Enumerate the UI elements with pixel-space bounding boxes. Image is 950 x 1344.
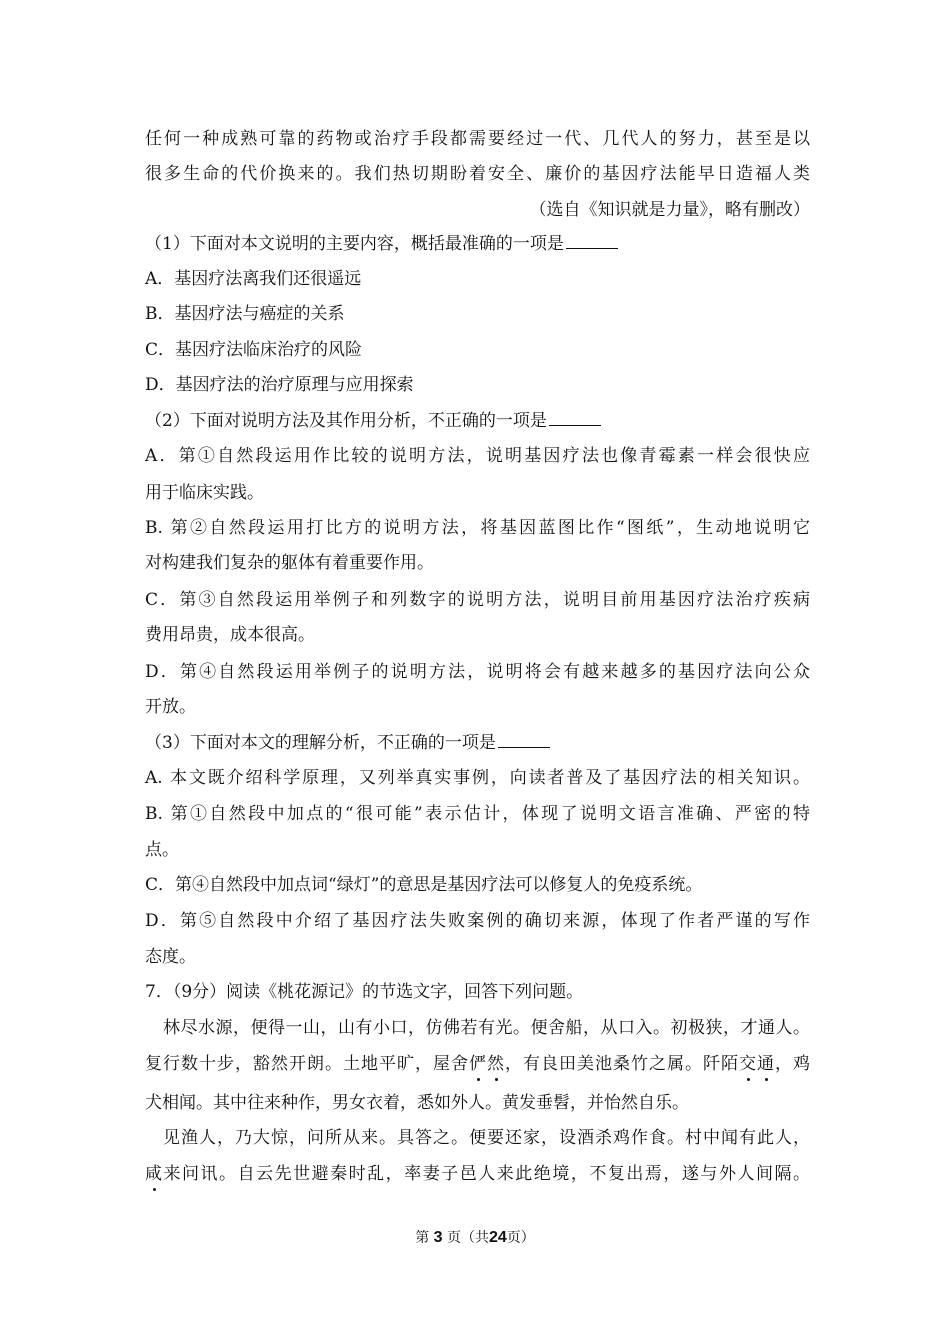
source-citation: （选自《知识就是力量》，略有删改） [529,200,810,220]
question-3-option-d: D．第⑤自然段中介绍了基因疗法失败案例的确切来源，体现了作者严谨的写作 [145,911,810,931]
answer-blank [566,232,618,249]
question-2-option-a-cont: 用于临床实践。 [145,483,264,503]
dotted-char: 然 [487,1054,505,1074]
question-2-option-b: B. 第②自然段运用打比方的说明方法，将基因蓝图比作“图纸”，生动地说明它 [145,518,810,538]
footer-text: 页） [506,1230,535,1246]
question-2-stem [145,409,810,433]
passage-line: 很多生命的代价换来的。我们热切期盼着安全、廉价的基因疗法能早日造福人类 [145,164,810,184]
classical-passage-line: 犬相闻。其中往来种作，男女衣着，悉如外人。黄发垂髫，并怡然自乐。 [145,1093,689,1113]
question-text: （1）下面对本文说明的主要内容，概括最准确的一项是 [145,234,564,254]
text-run: 来问讯。自云先世避秦时乱，率妻子邑人来此绝境，不复出焉，遂与外人间隔。 [163,1164,810,1184]
question-3-option-b: B. 第①自然段中加点的“很可能”表示估计，体现了说明文语言准确、严密的特 [145,804,810,824]
classical-passage-line: 见渔人，乃大惊，问所从来。具答之。便要还家，设酒杀鸡作食。村中闻有此人， [163,1128,810,1148]
question-text: （2）下面对说明方法及其作用分析，不正确的一项是 [145,411,547,431]
question-1-stem [145,232,810,256]
question-text: （3）下面对本文的理解分析，不正确的一项是 [145,733,496,753]
question-2-option-a: A．第①自然段运用作比较的说明方法，说明基因疗法也像青霉素一样会很快应 [145,446,810,466]
classical-passage-line: 林尽水源，便得一山，山有小口，仿佛若有光。便舍船，从口入。初极狭，才通人。 [163,1018,810,1038]
footer-text: 页（共 [447,1230,489,1246]
answer-blank [549,409,601,426]
text-run: ，有良田美池桑竹之属。阡陌 [505,1054,739,1074]
question-3-stem [145,731,810,755]
page-footer [0,1228,950,1248]
question-3-option-a: A. 本文既介绍科学原理，又列举真实事例，向读者普及了基因疗法的相关知识。 [145,768,810,788]
question-1-option-d: D．基因疗法的治疗原理与应用探索 [145,375,414,395]
total-pages: 24 [489,1229,507,1246]
question-1-option-b: B．基因疗法与癌症的关系 [145,304,345,324]
question-1-option-c: C．基因疗法临床治疗的风险 [145,340,363,360]
dotted-char: 咸 [145,1164,164,1184]
question-3-option-d-cont: 态度。 [145,947,196,967]
question-1-option-a: A．基因疗法离我们还很遥远 [145,269,362,289]
classical-passage-line [145,1052,810,1076]
page-number: 3 [433,1229,443,1246]
question-2-option-c: C．第③自然段运用举例子和列数字的说明方法，说明目前用基因疗法治疗疾病 [145,590,810,610]
text-run: ，鸡 [775,1054,810,1074]
classical-passage-line [145,1162,810,1186]
dotted-char: 交 [739,1054,757,1074]
question-7-stem: 7．（9分）阅读《桃花源记》的节选文字，回答下列问题。 [145,982,584,1002]
footer-text: 第 [415,1230,430,1246]
text-run: 复行数十步，豁然开朗。土地平旷，屋舍 [145,1054,469,1074]
question-3-option-b-cont: 点。 [145,840,179,860]
question-3-option-c: C．第④自然段中加点词“绿灯”的意思是基因疗法可以修复人的免疫系统。 [145,875,703,895]
question-2-option-c-cont: 费用昂贵，成本很高。 [145,625,315,645]
question-2-option-b-cont: 对构建我们复杂的躯体有着重要作用。 [145,553,434,573]
passage-line: 任何一种成熟可靠的药物或治疗手段都需要经过一代、几代人的努力，甚至是以 [145,129,810,149]
question-2-option-d: D．第④自然段运用举例子的说明方法，说明将会有越来越多的基因疗法向公众 [145,662,810,682]
dotted-char: 俨 [469,1054,487,1074]
dotted-char: 通 [757,1054,775,1074]
question-2-option-d-cont: 开放。 [145,697,196,717]
answer-blank [498,731,550,748]
